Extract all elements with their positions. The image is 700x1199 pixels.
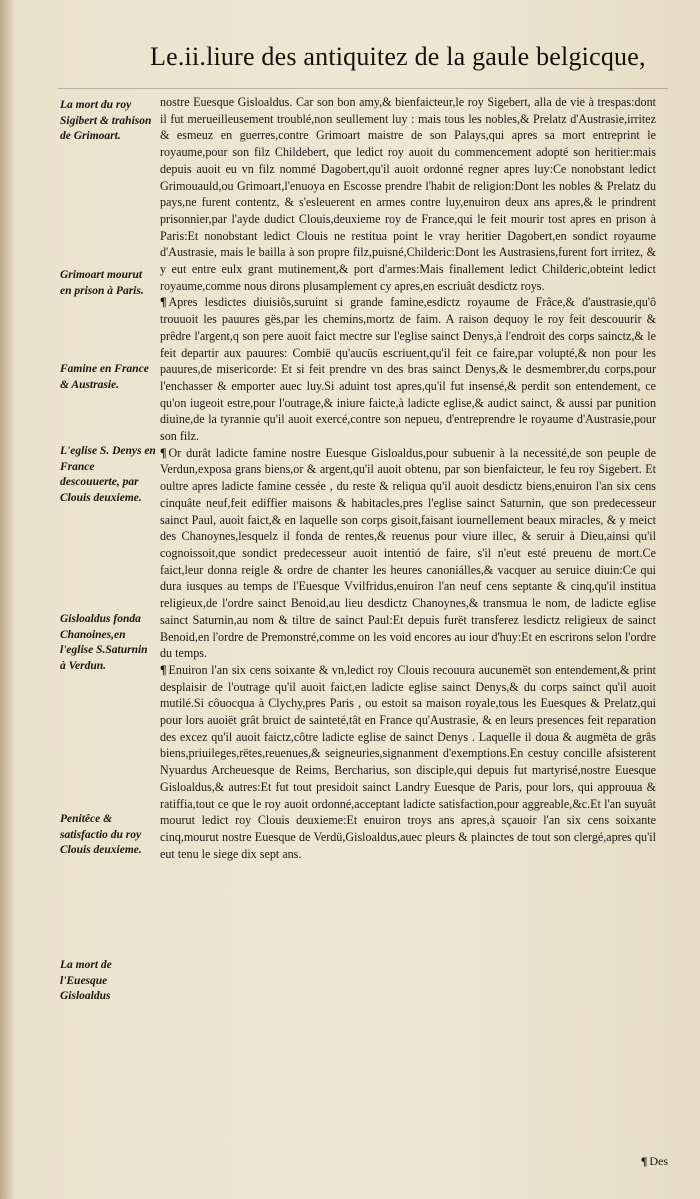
page-gutter-shadow: [0, 0, 14, 1199]
margin-note-1: La mort du roy Sigibert & trahison de Grimoart.: [60, 99, 152, 142]
catchword-text: Des: [649, 1154, 668, 1168]
paragraph-3-text: Or durât ladicte famine nostre Euesque Gisloaldus,pour subuenir à la necessité,de son peuple de Verdun,exposa grans biens,or & argent,qu'il auoit obtenu, par son bienfaicteur, le feu roy Sigebert. Et oultre apres ladicte famine cessée , du reste & reliqua qu'il auoit desdictz biens,enuiron l'an six cens cinquâte neuf,feit ediffier maisons & habitacles,pres l'eglise sainct Saturnin, que son predecesseur sainct Paul, auoit faict,& en laquelle son corps gisoit,faisant iournellement beaux miracles, & y meict des Chanoynes,lesquelz il fonda de rentes,& reuenus pour viure illec, & seruir à Dieu,ainsi qu'il cognoissoit,que sondict predecesseur auoit intentió de faire, s'il n'eut esté preuenu de mort.Ce faict,leur donna reigle & ordre de chanter les heures canoniálles,& vacquer au seruice diuin:Ce qui dura iusques au temps de l'Euesque Vvilfridus,enuiron l'an neuf cens septante & cinq,qu'il institua religieux,de l'ordre sainct Benoid,au lieu desdictz Chanoynes,& transmua le nom, de ladicte eglise sainct Saturnin,au nom & tiltre de sainct Paul:Et depuis furët transferez lesdictz religieux de sainct Benoid,en l'ordre de Premonstré,comme on les void encores au iour d'huy:Et en escrirons selon l'ordre du temps.: [160, 445, 656, 661]
paragraph-1: nostre Euesque Gisloaldus. Car son bon amy,& bienfaicteur,le roy Sigebert, alla de vie à trespas:dont il fut merueilleusement troublé,non seullement luy : mais tous les nobles,& Prelatz d'Austrasie,irritez & esmeuz en guerres,contre Grimoart maistre de son Palays,qui apres sa mort entreprint le royaume,pour son filz Childebert, que ledict roy auoit du commencement adopté son heritier:mais depuis auoit eu vn filz nommé Dagobert,qu'il auoit ordonné regner apres luy:Ce nonobstant ledict Grimouauld,ou Grimoart,l'enuoya en Escosse prendre l'habit de religion:Dont les nobles & Prelatz du pays,ne furent contentz, & s'esleuerent en armes contre luy,enuiron deux ans apres,& le prindrent prisonnier,par l'ayde dudict Clouis,deuxieme roy de France,qui le feit mourir tost apres en prison à Paris:Et nonobstant ledict Clouis ne restitua point le vray heritier Dagobert,en sondict royaume d'Austrasie, mais le bailla à son propre filz,puisné,Childeric:Dont les Austrasiens,furent fort irritez, & y eut entre eulx grant mutinement,& port d'armes:Mais finallement ledict Childeric,obteint ledict royaume,comme nous dirons plusamplement cy apres,en escriuât desdictz roys.: [160, 95, 656, 293]
paragraph-3: [160, 445, 656, 662]
pilcrow-icon: ¶: [160, 445, 167, 460]
margin-note-7: La mort de l'Euesque Gisloaldus: [60, 959, 112, 1002]
main-text: [160, 94, 656, 862]
paragraph-2-text: Apres lesdictes diuisiôs,suruint si grande famine,esdictz royaume de Frâce,& d'austrasie,qu'ô trouuoit les pauures gës,par les chemins,mortz de faim. A raison dequoy le roy feit descouurir & prêdre l'argent,q son pere auoit faict mectre sur l'eglise sainct Denys,à l'endroit des corps sainctz,& le feit departir aux pauures: Combië qu'aucüs escriuent,qu'il feit ce faire,par volupté,& non pour les pauures,de misericorde: Et si feit prendre vn des bras sainct Denys,& le desmembrer,du corps,pour l'enchasser & emporter auec luy.Si aduint tost apres,qu'il fut insensé,& perdit son entendement, ce qu'on iugeoit estre,pour l'outrage,& iniure faicte,à ladicte eglise,& audict sainct, & aussi par punition diuine,de la tyrannie qu'il auoit exercé,contre son nepueu, d'entreprendre le royaume d'Austrasie,pour son filz.: [160, 295, 656, 444]
margin-note-2: Grimoart mourut en prison à Paris.: [60, 269, 144, 297]
paragraph-2: [160, 294, 656, 444]
margin-note-4: L'eglise S. Denys en France descouuerte, par Clouis deuxieme.: [60, 445, 156, 504]
margin-note-6: Penitêce & satisfactio du roy Clouis deuxieme.: [60, 813, 142, 856]
margin-note-5: Gisloaldus fonda Chanoines,en l'eglise S.Saturnin à Verdun.: [60, 613, 148, 672]
paragraph-4-text: Enuiron l'an six cens soixante & vn,ledict roy Clouis recouura aucunemët son entendement,& print desplaisir de l'outrage qu'il auoit faict,en ladicte eglise sainct Denys,& du corps sainct qu'il auoit mutilé.Si côuocqua à Clychy,pres Paris , ou estoit sa maison royale,tous les Euesques & Prelatz,qui pour lors auoiët grât bruict de sainteté,tât en France qu'Austrasie, & en leurs presences feit reparation des excez qu'il auoit faictz,côtre ladicte eglise de sainct Denys . Laquelle il doua & augmëta de grâs biens,priuileges,rëtes,reuenues,& seigneuries,signanment d'exemptions.En cestuy concille afsisterent Nyuardus Archeuesque de Reims, Bercharius, son disciple,qui depuis fut martyrisé,nostre Euesque Gisloaldus,& autres:Et fut tout presidoit sainct Landry Euesque de Paris, pour lors, qui approuua & ratiffia,tout ce que le roy auoit ordonné,acceptant ladicte satisfaction,pour aggreable,&c.Et l'an suyuât mourut ledict roy Clouis deuxieme:Et enuiron troys ans apres,à sçauoir l'an six cens soixante cinq,mourut nostre Euesque de Verdü,Gisloaldus,auec pleurs & plainctes de tout son clergé,apres qu'il eut tenu le siege dix sept ans.: [160, 662, 656, 861]
pilcrow-icon: ¶: [640, 1154, 648, 1168]
pilcrow-icon: ¶: [160, 662, 167, 677]
margin-note-3: Famine en France & Austrasie.: [60, 363, 149, 391]
catchword: [641, 1154, 668, 1169]
header-rule: [58, 88, 668, 89]
running-header: Le.ii.liure des antiquitez de la gaule belgicque,: [150, 42, 646, 71]
paragraph-4: [160, 662, 656, 862]
pilcrow-icon: ¶: [160, 295, 167, 310]
